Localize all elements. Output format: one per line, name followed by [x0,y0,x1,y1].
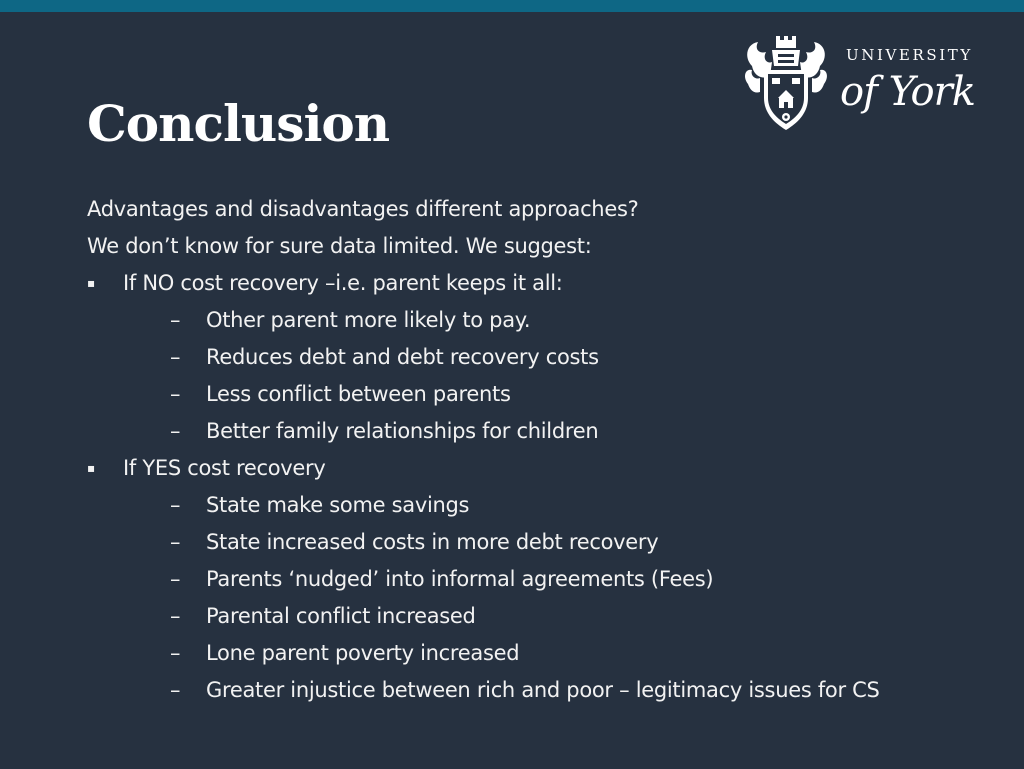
bullet-text-yes-cost-recovery: If YES cost recovery [123,456,326,480]
sub-bullet-text: State make some savings [206,493,470,517]
sub-bullet-item [87,376,967,413]
sub-bullet-text: Parents ‘nudged’ into informal agreements (Fees) [206,567,714,591]
dash-bullet-icon: – [170,530,181,554]
sub-bullet-text: Better family relationships for children [206,419,599,443]
sub-bullet-item [87,635,967,672]
intro-line-2: We don’t know for sure data limited. We suggest: [87,234,592,258]
bullet-item [87,450,967,487]
dash-bullet-icon: – [170,678,181,702]
dash-bullet-icon: – [170,382,181,406]
logo-university-text: UNIVERSITY [846,46,973,64]
dash-bullet-icon: – [170,308,181,332]
sub-bullet-item [87,302,967,339]
sub-bullet-item [87,487,967,524]
logo-york-text: of York [840,69,975,115]
intro-line-1: Advantages and disadvantages different approaches? [87,197,639,221]
sub-bullet-text: Less conflict between parents [206,382,511,406]
sub-bullet-item [87,598,967,635]
square-bullet-icon: ▪ [87,461,95,475]
slide-body [87,191,967,705]
dash-bullet-icon: – [170,641,181,665]
sub-bullet-text: Parental conflict increased [206,604,476,628]
top-accent-bar [0,0,1024,12]
bullet-text-no-cost-recovery: If NO cost recovery –i.e. parent keeps it all: [123,271,563,295]
sub-bullet-text: Greater injustice between rich and poor – legitimacy issues for CS [206,678,880,702]
bullet-item [87,265,967,302]
slide-title: Conclusion [87,94,390,153]
sub-bullet-text: Other parent more likely to pay. [206,308,531,332]
square-bullet-icon: ▪ [87,276,95,290]
sub-bullet-item [87,672,967,705]
crest-icon [742,36,830,132]
sub-bullet-item [87,413,967,450]
dash-bullet-icon: – [170,604,181,628]
dash-bullet-icon: – [170,419,181,443]
sub-bullet-item [87,561,967,598]
sub-bullet-item [87,524,967,561]
sub-bullet-item [87,339,967,376]
university-logo [742,36,992,136]
sub-bullet-text: State increased costs in more debt recovery [206,530,659,554]
dash-bullet-icon: – [170,567,181,591]
sub-bullet-text: Lone parent poverty increased [206,641,520,665]
dash-bullet-icon: – [170,345,181,369]
dash-bullet-icon: – [170,493,181,517]
sub-bullet-text: Reduces debt and debt recovery costs [206,345,599,369]
